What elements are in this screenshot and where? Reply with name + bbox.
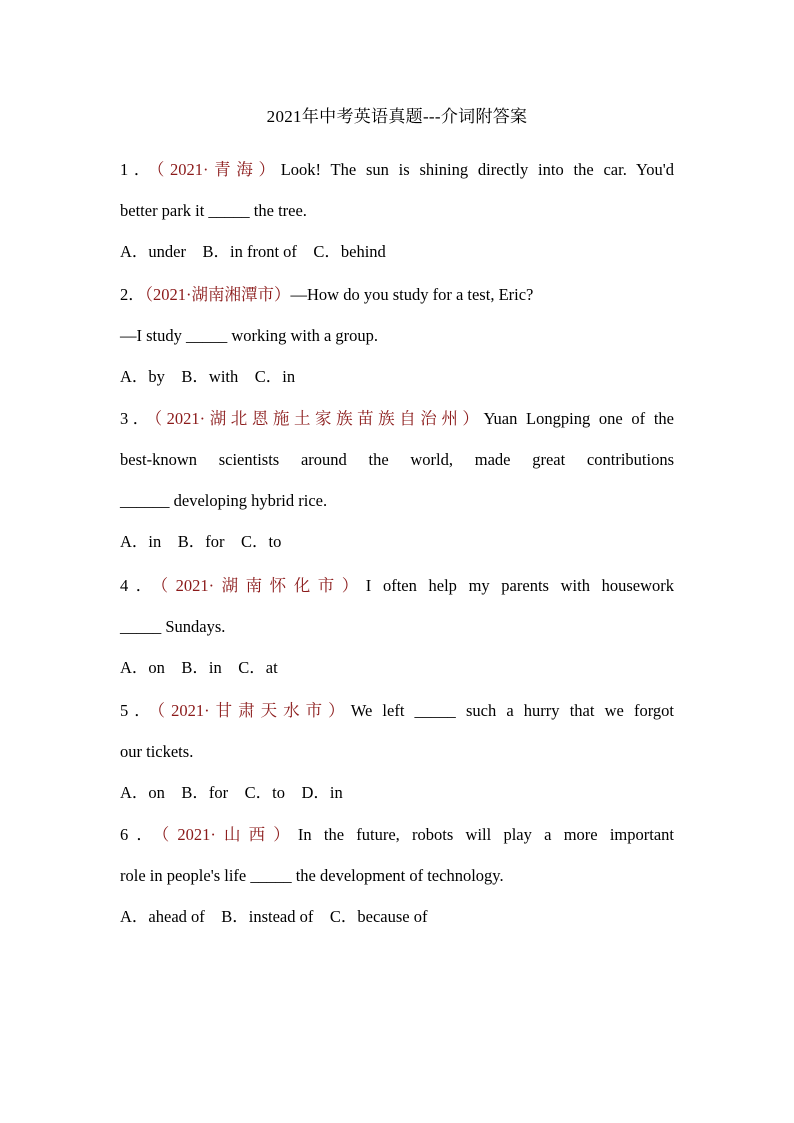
- question-text: our tickets.: [120, 742, 194, 761]
- answer-options: A．in B．for C．to: [120, 532, 282, 551]
- question-text: _____ Sundays.: [120, 617, 226, 636]
- question-number: 2．: [120, 285, 145, 304]
- question-text: In the future, robots will play a more important: [297, 825, 674, 844]
- question-source: （2021·湖北恩施土家族苗族自治州）: [153, 409, 484, 428]
- answer-options: A．ahead of B．instead of C．because of: [120, 907, 428, 926]
- question-number: 6．: [120, 825, 161, 844]
- question-text: best-known scientists around the world, made great contributions: [120, 450, 674, 469]
- question-text: better park it _____ the tree.: [120, 201, 307, 220]
- question-stem-line: [120, 160, 674, 180]
- question-number: 1．: [120, 160, 157, 179]
- question-text: I often help my parents with housework: [365, 576, 674, 595]
- question-source: （2021·湖南怀化市）: [159, 576, 366, 595]
- document-title: 2021年中考英语真题---介词附答案: [266, 107, 528, 126]
- question-1: [120, 160, 674, 262]
- question-3: [120, 409, 674, 552]
- question-text: ______ developing hybrid rice.: [120, 491, 328, 510]
- question-source: （2021·青海）: [156, 160, 281, 179]
- answer-options: A．on B．in C．at: [120, 658, 278, 677]
- question-number: 5．: [120, 701, 157, 720]
- question-source: （2021·甘肃天水市）: [156, 701, 351, 720]
- answer-options: A．under B．in front of C．behind: [120, 242, 386, 261]
- question-text: Look! The sun is shining directly into the car. You'd: [280, 160, 675, 179]
- question-stem-line: [120, 285, 674, 305]
- question-4: [120, 576, 674, 678]
- question-number: 3．: [120, 409, 154, 428]
- question-text: role in people's life _____ the development of technology.: [120, 866, 504, 885]
- question-source: （2021·山西）: [161, 825, 298, 844]
- question-stem-line: [120, 825, 674, 845]
- question-source: （2021·湖南湘潭市）: [144, 285, 291, 304]
- question-6: [120, 825, 674, 927]
- question-text: —I study _____ working with a group.: [120, 326, 379, 345]
- question-text: We left _____ such a hurry that we forgot: [350, 701, 674, 720]
- question-stem-line: [120, 701, 674, 721]
- question-stem-line: [120, 409, 674, 429]
- question-text: —How do you study for a test, Eric?: [290, 285, 534, 304]
- question-2: [120, 285, 674, 387]
- question-number: 4．: [120, 576, 160, 595]
- question-5: [120, 701, 674, 803]
- answer-options: A．by B．with C．in: [120, 367, 296, 386]
- question-text: Yuan Longping one of the: [483, 409, 674, 428]
- answer-options: A．on B．for C．to D．in: [120, 783, 343, 802]
- question-stem-line: [120, 576, 674, 596]
